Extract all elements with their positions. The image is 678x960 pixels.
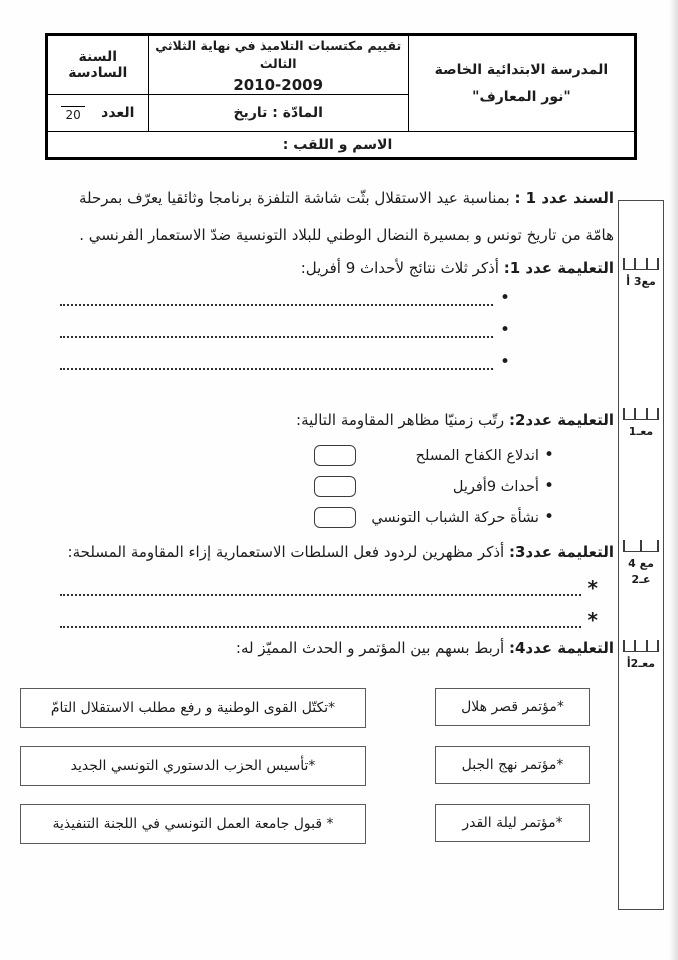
star-bullet-icon: *	[587, 576, 598, 600]
bullet-dot-icon: •	[543, 445, 554, 465]
score-comb	[623, 407, 659, 420]
situation-text: بمناسبة عيد الاستقلال بثّت شاشة التلفزة برنامجا وثائقيا يعرّف بمرحلة هامّة من تاريخ تونس و بمسيرة النضال الوطني للبلاد التونسية ضدّ الاستعمار الفرنسي .	[78, 189, 614, 244]
evaluation-title: تقييم مكتسبات التلاميذ في نهاية الثلاثي الثالث	[155, 37, 402, 71]
conference-box[interactable]: *مؤتمر نهج الجبل	[435, 746, 590, 784]
subject-label: المادّة : تاريخ	[233, 105, 323, 121]
question-2-items	[314, 440, 554, 533]
ordering-item-text: •نشأة حركة الشباب التونسي	[371, 507, 554, 527]
event-box[interactable]: * قبول جامعة العمل التونسي في اللجنة التنفيذية	[20, 804, 366, 844]
question-1-answers	[60, 282, 510, 378]
bullet-dot-icon: •	[499, 319, 510, 340]
dotted-answer-line	[60, 581, 581, 596]
dotted-answer-line	[60, 323, 493, 338]
scan-edge-shading	[669, 0, 678, 960]
score-comb	[623, 257, 659, 270]
score-mark-label: مع3 أ	[626, 275, 656, 288]
score-comb	[623, 639, 659, 652]
answer-line[interactable]	[60, 604, 598, 636]
star-bullet-icon: *	[587, 608, 598, 632]
dotted-answer-line	[60, 291, 493, 306]
situation-paragraph	[48, 180, 614, 254]
question-4-text: أربط بسهم بين المؤتمر و الحدث المميّز له:	[235, 639, 505, 657]
ordering-item-text: •أحداث 9أفريل	[452, 476, 554, 496]
order-checkbox[interactable]	[314, 507, 356, 528]
question-4	[236, 634, 614, 662]
school-name-cell	[408, 35, 635, 132]
evaluation-title-cell	[148, 35, 408, 95]
grade-level-cell	[47, 35, 149, 95]
answer-line[interactable]	[60, 282, 510, 314]
order-checkbox[interactable]	[314, 476, 356, 497]
name-row	[47, 132, 636, 159]
ordering-item-text: •اندلاع الكفاح المسلح	[415, 445, 554, 465]
score-cell	[47, 95, 149, 132]
bullet-dot-icon: •	[543, 476, 554, 496]
conference-box[interactable]: *مؤتمر قصر هلال	[435, 688, 590, 726]
question-2-label: التعليمة عدد2:	[508, 411, 614, 429]
score-blank-line	[61, 104, 85, 107]
dotted-answer-line	[60, 355, 493, 370]
question-3	[40, 538, 614, 566]
ordering-item	[314, 471, 554, 502]
question-3-answers	[60, 572, 598, 636]
answer-line[interactable]	[60, 314, 510, 346]
question-2-text: رتّب زمنيّا مظاهر المقاومة التالية:	[296, 411, 505, 429]
score-mark-sublabel: عـ2	[631, 573, 651, 586]
event-box[interactable]: *تأسيس الحزب الدستوري التونسي الجديد	[20, 746, 366, 786]
dotted-answer-line	[60, 613, 581, 628]
question-2	[296, 406, 614, 434]
school-year: 2010-2009	[233, 75, 324, 94]
ordering-item	[314, 502, 554, 533]
event-box[interactable]: *تكتّل القوى الوطنية و رفع مطلب الاستقلال التامّ	[20, 688, 366, 728]
header-table	[45, 33, 637, 160]
score-mark-label: مع 4	[628, 557, 654, 570]
question-1	[301, 254, 614, 282]
score-mark-label: معـ2أ	[626, 657, 656, 670]
order-checkbox[interactable]	[314, 445, 356, 466]
score-max: 20	[65, 108, 81, 122]
score-mark-label: معـ1	[628, 425, 654, 438]
name-label: الاسم و اللقب :	[282, 136, 393, 153]
question-3-label: التعليمة عدد3:	[508, 543, 614, 561]
school-name: المدرسة الابتدائية الخاصة	[434, 61, 609, 78]
subject-cell	[148, 95, 408, 132]
grade-level: السنة السادسة	[68, 49, 128, 81]
score-fraction	[61, 104, 85, 122]
conference-column	[435, 688, 590, 862]
question-1-text: أذكر ثلاث نتائج لأحداث 9 أفريل:	[300, 259, 499, 277]
question-4-label: التعليمة عدد4:	[508, 639, 614, 657]
question-3-text: أذكر مظهرين لردود فعل السلطات الاستعمارية إزاء المقاومة المسلحة:	[67, 543, 505, 561]
conference-box[interactable]: *مؤتمر ليلة القدر	[435, 804, 590, 842]
bullet-dot-icon: •	[499, 287, 510, 308]
ordering-item	[314, 440, 554, 471]
event-column	[20, 688, 366, 862]
score-comb	[623, 539, 659, 552]
bullet-dot-icon: •	[543, 507, 554, 527]
answer-line[interactable]	[60, 572, 598, 604]
situation-label: السند عدد 1 :	[514, 189, 614, 207]
school-name-2: "نور المعارف"	[472, 88, 571, 105]
answer-line[interactable]	[60, 346, 510, 378]
question-1-label: التعليمة عدد 1:	[503, 259, 614, 277]
score-label: العدد	[101, 105, 135, 121]
score-strip	[618, 200, 664, 910]
bullet-dot-icon: •	[499, 351, 510, 372]
